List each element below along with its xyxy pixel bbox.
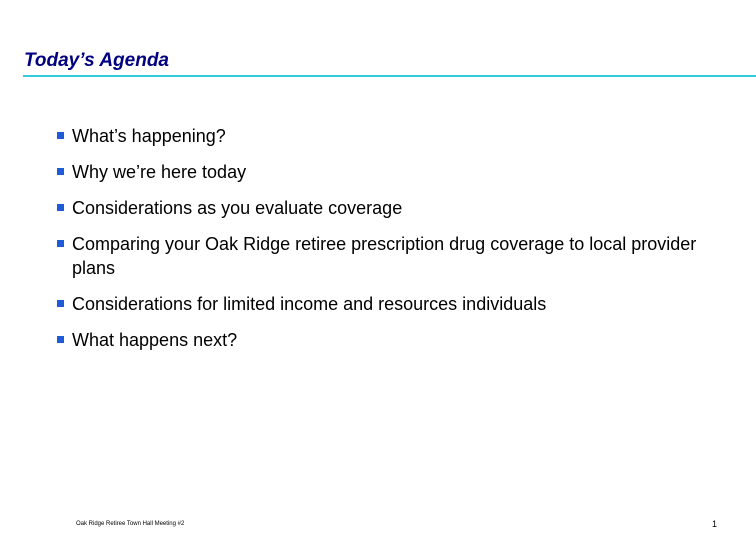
agenda-item-whats-happening <box>56 124 716 148</box>
agenda-item-next <box>56 328 716 352</box>
agenda-item-label: Considerations for limited income and resources individuals <box>72 294 547 314</box>
slide-title: Today’s Agenda <box>24 50 169 71</box>
agenda-item-label: What happens next? <box>72 330 238 350</box>
square-bullet-icon <box>57 132 64 139</box>
square-bullet-icon <box>57 336 64 343</box>
square-bullet-icon <box>57 240 64 247</box>
agenda-item-label: Comparing your Oak Ridge retiree prescription drug coverage to local provider plans <box>72 234 697 278</box>
square-bullet-icon <box>57 204 64 211</box>
agenda-item-comparing <box>56 232 716 280</box>
agenda-item-limited-income <box>56 292 716 316</box>
agenda-item-why-here <box>56 160 716 184</box>
agenda-item-considerations <box>56 196 716 220</box>
footer-text: Oak Ridge Retiree Town Hall Meeting #2 <box>76 521 185 527</box>
agenda-item-label: Why we’re here today <box>72 162 247 182</box>
page-number: 1 <box>712 519 718 529</box>
agenda-item-label: What’s happening? <box>72 126 226 146</box>
agenda-item-label: Considerations as you evaluate coverage <box>72 198 403 218</box>
square-bullet-icon <box>57 300 64 307</box>
square-bullet-icon <box>57 168 64 175</box>
title-divider <box>23 75 756 77</box>
agenda-list <box>56 124 716 364</box>
